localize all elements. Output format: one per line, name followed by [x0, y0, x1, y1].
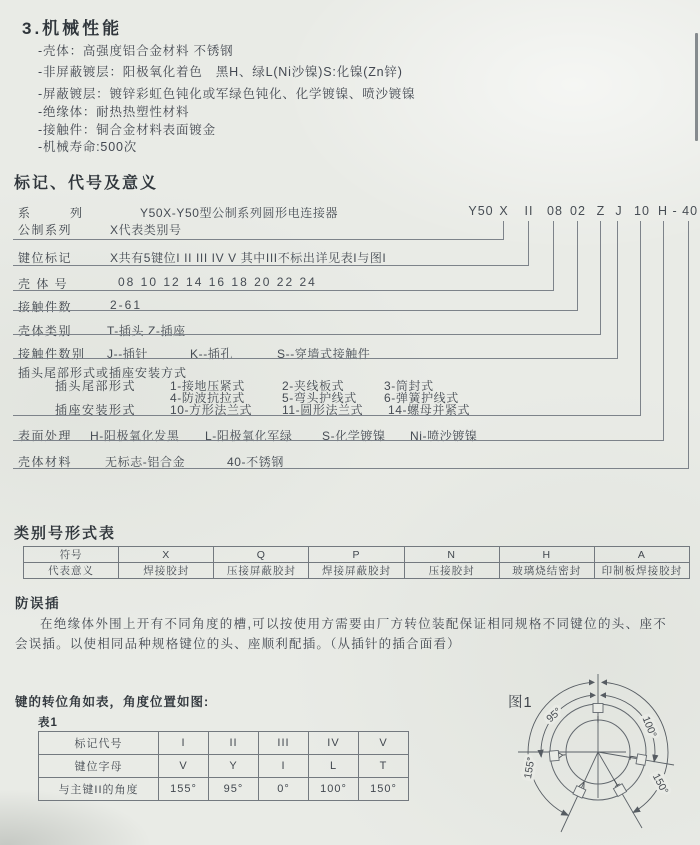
code-token: 02 — [570, 204, 586, 218]
mech-item: -屏蔽镀层：镀锌彩虹色钝化或军绿色钝化、化学镀镍、喷沙镀镍 — [38, 87, 416, 101]
cell: 100° — [309, 778, 359, 801]
category-table-heading: 类别号形式表 — [14, 525, 117, 542]
row-value-contacttype-wall: S--穿墙式接触件 — [277, 347, 371, 361]
category-table-row — [24, 563, 690, 579]
material-option: 40-不锈钢 — [227, 455, 284, 469]
key-letter-V: V — [577, 777, 589, 791]
connector-line-h — [13, 415, 641, 416]
key-letter-L: L — [626, 754, 639, 762]
cell: 155° — [159, 778, 209, 801]
cell: 玻璃烧结密封 — [499, 563, 594, 579]
cell: 焊接胶封 — [119, 563, 214, 579]
category-table-row — [24, 547, 690, 563]
material-option: 无标志-铝合金 — [105, 455, 186, 469]
connector-line-v — [688, 221, 689, 468]
code-token: 08 — [547, 204, 563, 218]
cell: A — [594, 547, 689, 563]
cell: 与主键II的角度 — [39, 778, 159, 801]
row-value-contacttype-socket: K--插孔 — [190, 347, 233, 361]
cell: IV — [309, 732, 359, 755]
row-label-tail: 插头尾部形式或插座安装方式 — [18, 366, 188, 380]
row-value-contacttype-pin: J--插针 — [107, 347, 148, 361]
connector-line-v — [640, 221, 641, 415]
code-token: J — [615, 204, 623, 218]
cell: P — [309, 547, 404, 563]
category-table — [23, 546, 690, 579]
tail-option: 11-圆形法兰式 — [282, 403, 364, 417]
marking-heading: 标记、代号及意义 — [14, 175, 159, 192]
key-rotation-table — [38, 731, 409, 801]
anti-misinsert-paragraph: 在绝缘体外围上开有不同角度的槽,可以按使用方需要由厂方转位装配保证相同规格不同键位的头、座不会误插。以使相同品种规格键位的头、座顺利配插。（从插针的插合面看） — [15, 617, 667, 651]
mech-heading: 3.机械性能 — [22, 19, 123, 38]
surface-option: Ni-喷沙镀镍 — [410, 429, 478, 443]
connector-line-h — [13, 334, 601, 335]
cell: 压接胶封 — [404, 563, 499, 579]
cell: X — [119, 547, 214, 563]
row-label-contacttype: 接触件数别 — [18, 347, 86, 361]
key-letter-I: I — [596, 714, 600, 726]
cell: V — [159, 755, 209, 778]
connector-line-v — [600, 221, 601, 334]
tail-option: 5-弯头护线式 — [282, 391, 357, 405]
row-label-shellno: 壳 体 号 — [18, 277, 69, 291]
tail-option: 6-弹簧护线式 — [384, 391, 459, 405]
cell: 压接屏蔽胶封 — [214, 563, 309, 579]
angle-label-155: 155° — [521, 756, 538, 780]
cell: 代表意义 — [24, 563, 119, 579]
surface-option: S-化学镀镍 — [322, 429, 386, 443]
connector-line-h — [13, 239, 504, 240]
cell: Q — [214, 547, 309, 563]
row-label-series: 系 列 — [18, 206, 97, 220]
cell: 键位字母 — [39, 755, 159, 778]
connector-line-h — [13, 265, 529, 266]
keying-diagram — [494, 658, 700, 844]
connector-line-h — [13, 358, 618, 359]
surface-option: L-阳极氧化军绿 — [205, 429, 293, 443]
connector-line-h — [13, 468, 689, 469]
cell: 焊接屏蔽胶封 — [309, 563, 404, 579]
figure-label: 图1 — [508, 695, 533, 711]
connector-line-v — [503, 221, 504, 239]
cell: V — [359, 732, 409, 755]
connector-line-v — [663, 221, 664, 440]
row-value-contactnum: 2-61 — [110, 298, 143, 312]
mech-item: -接触件：铜合金材料表面镀金 — [38, 123, 216, 137]
tail-option: 1-接地压紧式 — [170, 379, 245, 393]
angle-label-100: 100° — [639, 714, 659, 740]
connector-line-v — [617, 221, 618, 358]
cell: I — [259, 755, 309, 778]
mech-item: -非屏蔽镀层：阳极氧化着色 黑H、绿L(Ni沙镍)S:化镍(Zn锌) — [38, 65, 403, 79]
cell: 印制板焊接胶封 — [594, 563, 689, 579]
code-token: X — [499, 204, 509, 218]
code-token: 10 — [634, 204, 650, 218]
row-value-keypos: X共有5键位I II III IV V 其中III不标出详见表I与图I — [110, 251, 387, 265]
scan-artifact-line — [695, 33, 698, 141]
angle-label-150: 150° — [649, 771, 671, 797]
row-value-shellno: 08 10 12 14 16 18 20 22 24 — [118, 275, 317, 289]
row-value-shellclass: T-插头 Z-插座 — [107, 324, 186, 338]
cell: H — [499, 547, 594, 563]
connector-line-h — [13, 290, 554, 291]
code-token: H - 40 — [657, 204, 699, 218]
row-value-series: Y50X-Y50型公制系列圆形电连接器 — [140, 206, 339, 220]
connector-line-v — [553, 221, 554, 290]
tail-option: 10-方形法兰式 — [170, 403, 253, 417]
cell: II — [209, 732, 259, 755]
row-label-contactnum: 接触件数 — [18, 300, 73, 314]
tail-option: 2-夹线板式 — [282, 379, 345, 393]
connector-line-v — [577, 221, 578, 310]
tail-option: 3-筒封式 — [384, 379, 434, 393]
cell: N — [404, 547, 499, 563]
code-token: II — [524, 204, 534, 218]
cell: L — [309, 755, 359, 778]
cell: III — [259, 732, 309, 755]
code-token: Y50 — [468, 204, 494, 218]
row-label-shellclass: 壳体类别 — [18, 324, 73, 338]
anti-misinsert-heading: 防误插 — [15, 596, 60, 611]
table1-label: 表1 — [38, 717, 58, 729]
key-table-row — [39, 755, 409, 778]
row-label-tail-socket: 插座安装形式 — [55, 403, 137, 417]
connector-line-h — [13, 440, 664, 441]
row-label-surface: 表面处理 — [18, 429, 73, 443]
cell: 0° — [259, 778, 309, 801]
cell: 符号 — [24, 547, 119, 563]
row-label-metric: 公制系列 — [18, 223, 73, 237]
mech-item: -机械寿命:500次 — [38, 140, 137, 154]
cell: 95° — [209, 778, 259, 801]
tail-option: 4-防波抗拉式 — [170, 391, 245, 405]
mech-item: -壳体：高强度铝合金材料 不锈钢 — [38, 44, 234, 58]
cell: 标记代号 — [39, 732, 159, 755]
row-label-material: 壳体材料 — [18, 455, 73, 469]
cell: Y — [209, 755, 259, 778]
connector-line-v — [528, 221, 529, 265]
key-letter-Y: Y — [557, 751, 569, 759]
cell: T — [359, 755, 409, 778]
angle-label-95: 95° — [544, 705, 565, 726]
key-table-row — [39, 778, 409, 801]
cell: 150° — [359, 778, 409, 801]
key-table-row — [39, 732, 409, 755]
key-rotation-heading: 键的转位角如表，角度位置如图: — [15, 695, 210, 709]
row-label-keypos: 键位标记 — [18, 251, 73, 265]
tail-option: 14-螺母并紧式 — [388, 403, 471, 417]
key-letter-T: T — [610, 775, 621, 789]
row-value-metric: X代表类别号 — [110, 223, 182, 237]
cell: I — [159, 732, 209, 755]
connector-line-h — [13, 310, 578, 311]
mech-item: -绝缘体：耐热热塑性材料 — [38, 105, 190, 119]
row-label-tail-plug: 插头尾部形式 — [55, 379, 137, 393]
surface-option: H-阳极氧化发黑 — [90, 429, 180, 443]
code-token: Z — [596, 204, 606, 218]
